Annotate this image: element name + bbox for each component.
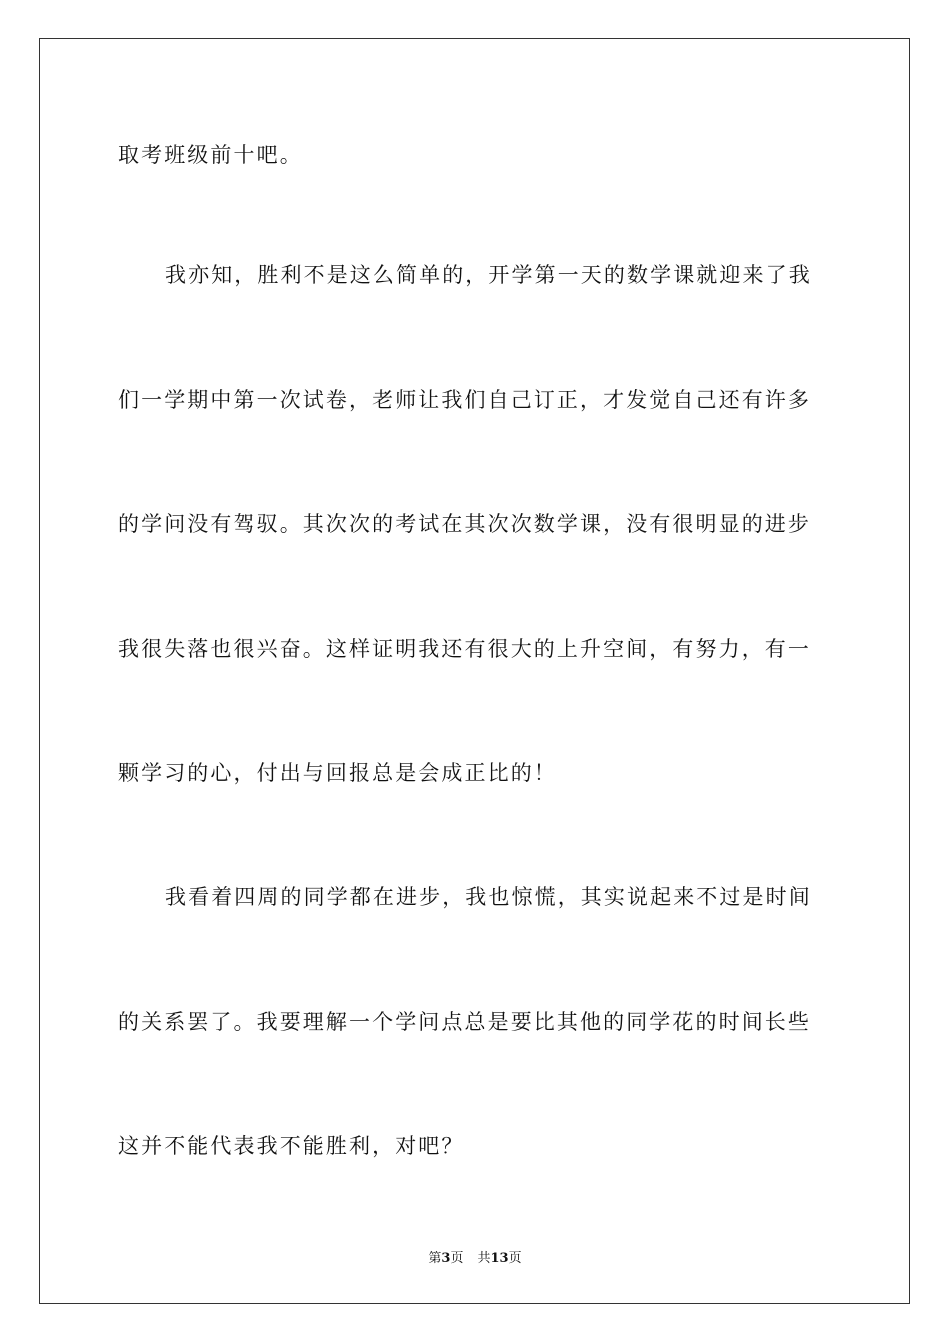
page-prefix: 第: [428, 1251, 442, 1266]
text-line-9: 这并不能代表我不能胜利，对吧？: [118, 1134, 465, 1158]
text-line-4: 的学问没有驾驭。其次次的考试在其次次数学课，没有很明显的进步: [118, 512, 811, 536]
total-prefix: 共: [477, 1251, 491, 1266]
page-footer: [0, 1247, 950, 1266]
total-suffix: 页: [508, 1251, 522, 1266]
text-line-1: 取考班级前十吧。: [118, 143, 303, 167]
total-pages: 13: [490, 1251, 509, 1266]
text-line-6: 颗学习的心，付出与回报总是会成正比的！: [118, 761, 557, 785]
text-line-3: 们一学期中第一次试卷，老师让我们自己订正，才发觉自己还有许多: [118, 388, 811, 412]
page-border: [39, 38, 910, 1304]
page-number: 3: [441, 1251, 451, 1266]
text-line-8: 的关系罢了。我要理解一个学问点总是要比其他的同学花的时间长些: [118, 1010, 811, 1034]
text-line-7: 我看着四周的同学都在进步，我也惊慌，其实说起来不过是时间: [165, 885, 812, 909]
page-suffix: 页: [450, 1251, 464, 1266]
text-line-2: 我亦知，胜利不是这么简单的，开学第一天的数学课就迎来了我: [165, 263, 812, 287]
text-line-5: 我很失落也很兴奋。这样证明我还有很大的上升空间，有努力，有一: [118, 637, 811, 661]
